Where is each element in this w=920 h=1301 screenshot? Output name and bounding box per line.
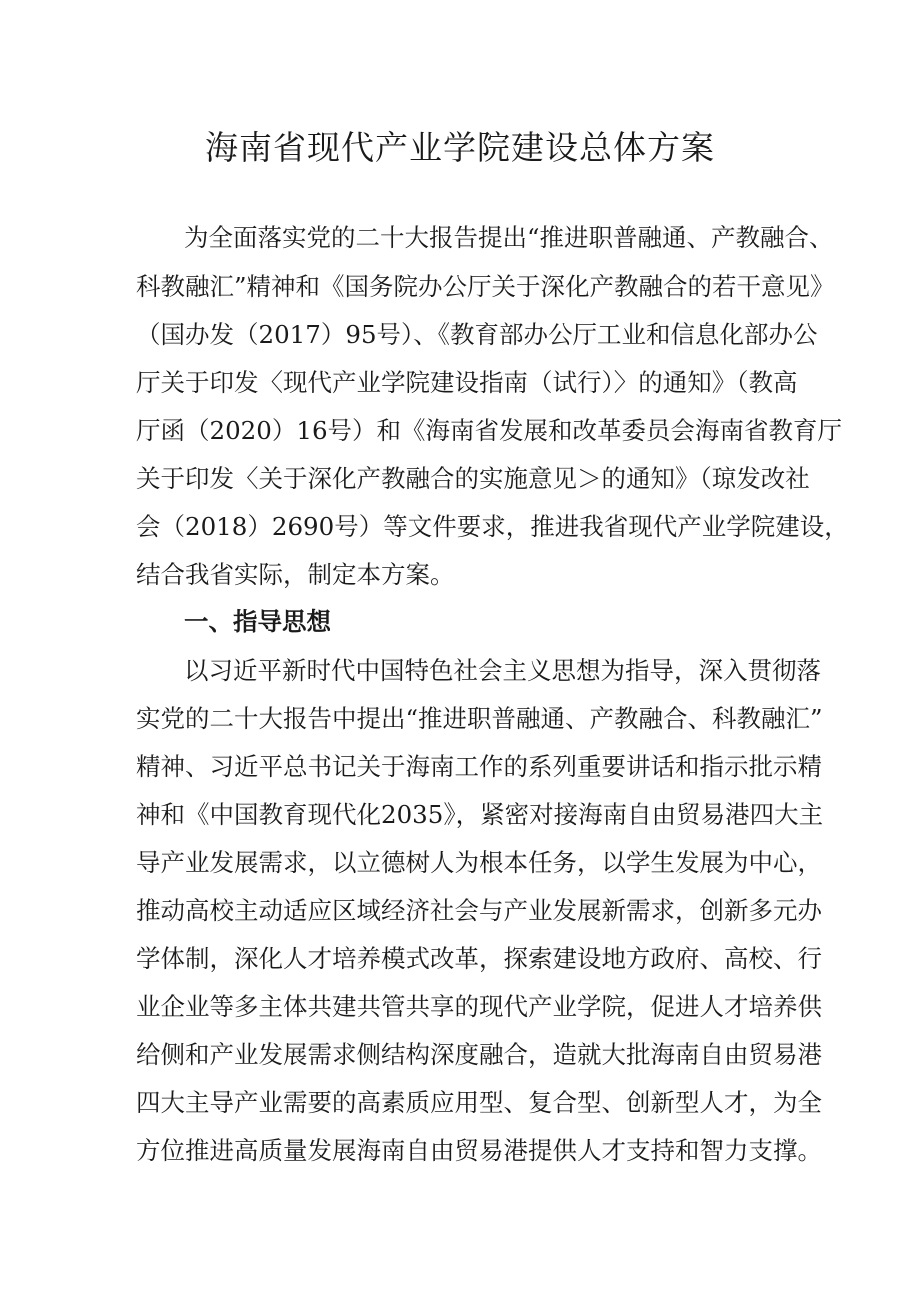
intro-line-4: 厅关于印发〈现代产业学院建设指南（试行）〉的通知》（教高 xyxy=(136,368,798,397)
intro-line-3: （国办发（2017）95号）、《教育部办公厅工业和信息化部办公 xyxy=(136,320,818,349)
section1-line-2: 实党的二十大报告中提出“推进职普融通、产教融合、科教融汇” xyxy=(136,704,823,733)
section1-line-6: 推动高校主动适应区域经济社会与产业发展新需求，创新多元办 xyxy=(136,896,822,925)
section1-line-5: 导产业发展需求，以立德树人为根本任务，以学生发展为中心， xyxy=(136,848,822,877)
section1-line-11: 方位推进高质量发展海南自由贸易港提供人才支持和智力支撑。 xyxy=(136,1136,822,1165)
intro-line-2: 科教融汇”精神和《国务院办公厅关于深化产教融合的若干意见》 xyxy=(136,272,835,301)
intro-line-8: 结合我省实际，制定本方案。 xyxy=(136,560,455,589)
section1-line-7: 学体制，深化人才培养模式改革，探索建设地方政府、高校、行 xyxy=(136,944,822,973)
section1-line-1: 以习近平新时代中国特色社会主义思想为指导，深入贯彻落 xyxy=(184,656,821,685)
section1-line-3: 精神、习近平总书记关于海南工作的系列重要讲话和指示批示精 xyxy=(136,752,822,781)
section1-line-9: 给侧和产业发展需求侧结构深度融合，造就大批海南自由贸易港 xyxy=(136,1040,822,1069)
document-title: 海南省现代产业学院建设总体方案 xyxy=(205,128,715,167)
intro-line-6: 关于印发〈关于深化产教融合的实施意见＞的通知》（琼发改社 xyxy=(136,464,810,493)
section1-line-8: 业企业等多主体共建共管共享的现代产业学院，促进人才培养供 xyxy=(136,992,822,1021)
section1-line-4: 神和《中国教育现代化2035》，紧密对接海南自由贸易港四大主 xyxy=(136,800,824,829)
intro-line-7: 会（2018）2690号）等文件要求，推进我省现代产业学院建设， xyxy=(136,512,849,541)
intro-line-1: 为全面落实党的二十大报告提出“推进职普融通、产教融合、 xyxy=(184,223,834,252)
section1-line-10: 四大主导产业需要的高素质应用型、复合型、创新型人才，为全 xyxy=(136,1088,822,1117)
section-heading-guiding-ideology: 一、指导思想 xyxy=(184,607,331,636)
intro-line-5: 厅函（2020）16号）和《海南省发展和改革委员会海南省教育厅 xyxy=(136,416,843,445)
